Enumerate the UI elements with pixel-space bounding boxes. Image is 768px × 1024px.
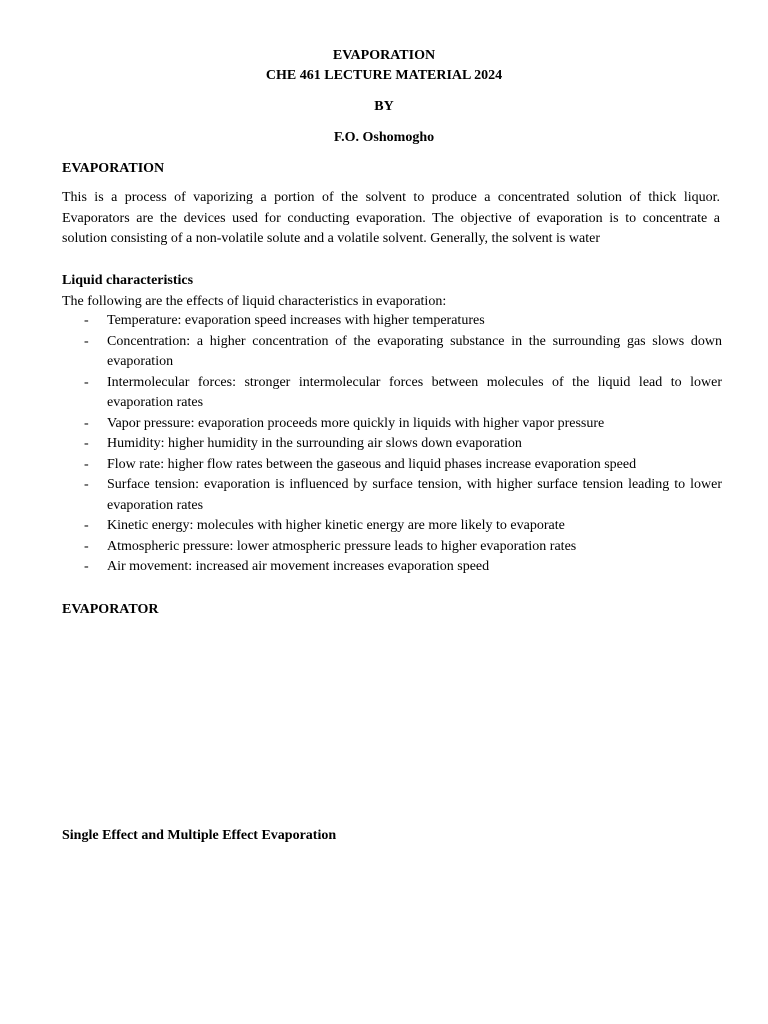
section-heading-evaporator: EVAPORATOR	[62, 602, 159, 617]
bullet-marker: -	[84, 538, 89, 554]
bullet-marker: -	[84, 333, 89, 349]
list-item	[62, 516, 722, 537]
list-item	[62, 373, 722, 414]
list-item-text: Humidity: higher humidity in the surrounding air slows down evaporation	[107, 436, 522, 451]
list-item	[62, 455, 722, 476]
course-title: CHE 461 LECTURE MATERIAL 2024	[265, 68, 503, 83]
list-item-text: Surface tension: evaporation is influenced by surface tension, with higher surface tension leading to lower evaporation rates	[107, 477, 722, 513]
list-item-text: Concentration: a higher concentration of the evaporating substance in the surrounding gas slows down evaporation	[107, 333, 722, 369]
section-heading-single-multiple-effect: Single Effect and Multiple Effect Evaporation	[62, 828, 337, 843]
list-item	[62, 414, 722, 435]
bullet-marker: -	[84, 518, 89, 533]
list-item	[62, 332, 722, 373]
bullet-marker: -	[84, 415, 89, 431]
list-item-text: Vapor pressure: evaporation proceeds more quickly in liquids with higher vapor pressure	[107, 415, 605, 431]
author-name: F.O. Oshomogho	[333, 130, 435, 145]
document-title: EVAPORATION	[332, 48, 436, 63]
list-item-text: Flow rate: higher flow rates between the gaseous and liquid phases increase evaporation speed	[107, 456, 637, 472]
bullet-marker: -	[84, 313, 89, 328]
bullet-marker: -	[84, 456, 89, 472]
evaporation-paragraph: This is a process of vaporizing a portion of the solvent to produce a concentrated solution of thick liquor. Evaporators are the devices used for conducting evaporation. The objective of evaporation is to concentrate a solution consisting of a non-volatile solute and a volatile solvent. Generally, the solvent is water	[62, 190, 720, 246]
section-heading-liquid-characteristics: Liquid characteristics	[62, 273, 194, 288]
bullet-marker: -	[84, 374, 89, 390]
bullet-marker: -	[84, 477, 89, 492]
liquid-characteristics-intro: The following are the effects of liquid characteristics in evaporation:	[62, 294, 447, 309]
by-line: BY	[374, 99, 394, 114]
list-item-text: Intermolecular forces: stronger intermolecular forces between molecules of the liquid lead to lower evaporation rates	[107, 374, 722, 410]
bullet-marker: -	[84, 436, 89, 451]
list-item	[62, 434, 722, 455]
list-item-text: Atmospheric pressure: lower atmospheric pressure leads to higher evaporation rates	[107, 538, 577, 554]
bullet-marker: -	[84, 559, 89, 574]
list-item	[62, 311, 722, 332]
list-item-text: Air movement: increased air movement increases evaporation speed	[107, 559, 490, 574]
list-item	[62, 537, 722, 558]
list-item-text: Temperature: evaporation speed increases with higher temperatures	[107, 313, 485, 328]
section-heading-evaporation: EVAPORATION	[62, 161, 165, 176]
list-item-text: Kinetic energy: molecules with higher kinetic energy are more likely to evaporate	[107, 518, 565, 533]
list-item	[62, 557, 722, 578]
list-item	[62, 475, 722, 516]
liquid-characteristics-list	[62, 311, 722, 578]
